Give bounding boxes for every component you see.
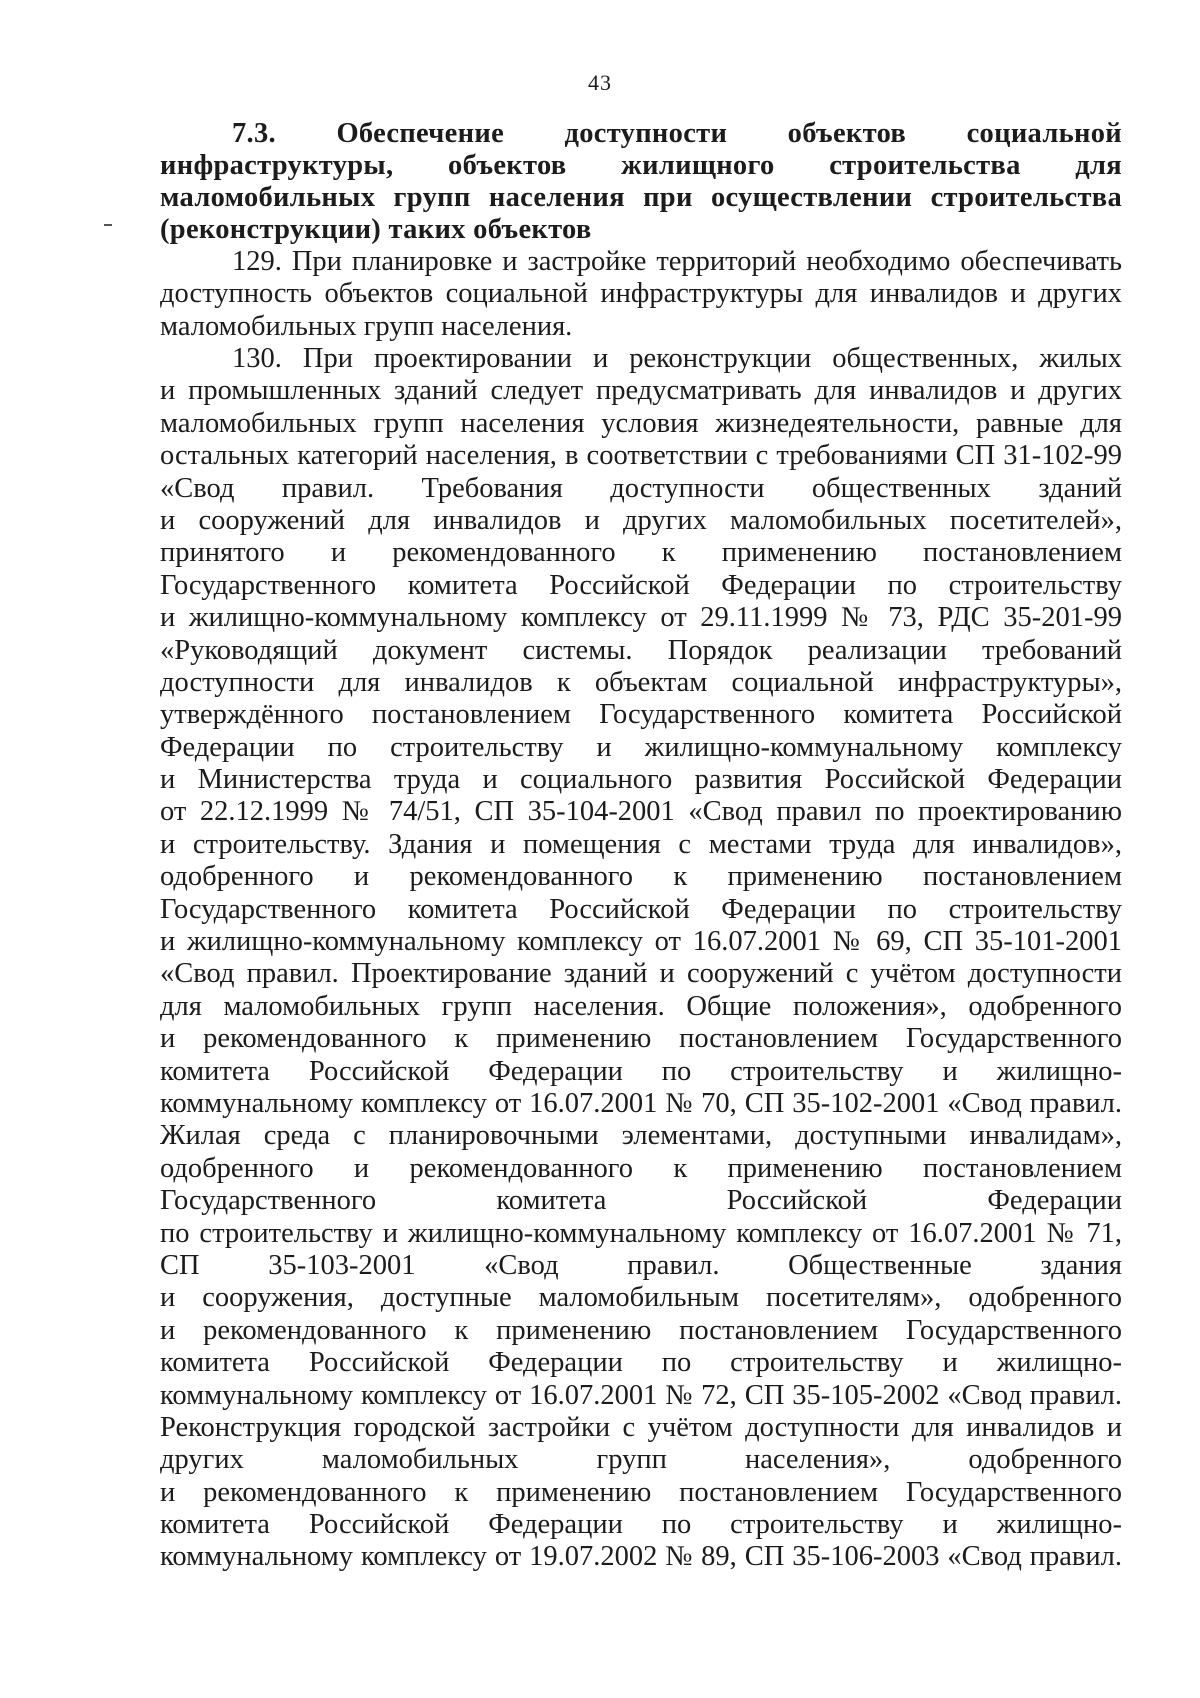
paragraph-line: и рекомендованного к применению постановлением Государственного [160,1314,1122,1346]
heading-line: (реконструкции) таких объектов [160,214,592,245]
paragraph-line: маломобильных групп населения условия жизнедеятельности, равные для [160,407,1122,439]
paragraph-line: и Министерства труда и социального развития Российской Федерации [160,764,1122,796]
paragraph-line: остальных категорий населения, в соответствии с требованиями СП 31-102-99 [160,440,1122,472]
paragraph-line: других маломобильных групп населения», одобренного [160,1444,1122,1476]
paragraph-line: от 22.12.1999 № 74/51, СП 35-104-2001 «Свод правил по проектированию [160,796,1122,828]
paragraph-line: Федерации по строительству и жилищно-коммунальному комплексу [160,731,1122,763]
paragraph-130 [160,343,1122,1574]
paragraph-line: и сооружения, доступные маломобильным посетителям», одобренного [160,1282,1122,1314]
page-number: 43 [588,70,612,95]
paragraph-line: комитета Российской Федерации по строительству и жилищно- [160,1509,1122,1541]
paragraph-line: Реконструкция городской застройки с учётом доступности для инвалидов и [160,1411,1122,1443]
paragraph-line: по строительству и жилищно-коммунальному комплексу от 16.07.2001 № 71, [160,1217,1122,1249]
paragraph-line: коммунальному комплексу от 19.07.2002 № 89, СП 35-106-2003 «Свод правил. [160,1541,1122,1573]
paragraph-line: Государственного комитета Российской Федерации по строительству [160,569,1122,601]
paragraph-line: «Руководящий документ системы. Порядок реализации требований [160,634,1122,666]
paragraph-line: Жилая среда с планировочными элементами, доступными инвалидам», [160,1120,1122,1152]
heading-line: инфраструктуры, объектов жилищного строительства для [160,150,1122,181]
paragraph-line: доступность объектов социальной инфраструктуры для инвалидов и других [160,278,1122,310]
paragraph-line: коммунальному комплексу от 16.07.2001 № 70, СП 35-102-2001 «Свод правил. [160,1087,1122,1119]
paragraph-line: одобренного и рекомендованного к применению постановлением [160,1152,1122,1184]
paragraph-line: 129. При планировке и застройке территорий необходимо обеспечивать [232,246,1122,277]
paragraph-line: и жилищно-коммунальному комплексу от 16.07.2001 № 69, СП 35-101-2001 [160,926,1122,958]
paragraph-line: маломобильных групп населения. [160,310,573,342]
heading-line: маломобильных групп населения при осуществлении строительства [160,182,1122,213]
paragraph-line: 130. При проектировании и реконструкции общественных, жилых [232,343,1122,374]
paragraph-line: и рекомендованного к применению постановлением Государственного [160,1476,1122,1508]
paragraph-line: утверждённого постановлением Государственного комитета Российской [160,699,1122,731]
paragraph-line: принятого и рекомендованного к применению постановлением [160,537,1122,569]
paragraph-line: доступности для инвалидов к объектам социальной инфраструктуры», [160,666,1122,698]
paragraph-line: Государственного комитета Российской Федерации по строительству [160,893,1122,925]
paragraph-line: и сооружений для инвалидов и других маломобильных посетителей», [160,504,1122,536]
margin-mark [104,224,112,226]
paragraph-line: одобренного и рекомендованного к применению постановлением [160,861,1122,893]
paragraph-line: «Свод правил. Требования доступности общественных зданий [160,472,1122,504]
heading-line: 7.3. Обеспечение доступности объектов социальной [232,118,1122,149]
paragraph-line: «Свод правил. Проектирование зданий и сооружений с учётом доступности [160,958,1122,990]
paragraph-line: комитета Российской Федерации по строительству и жилищно- [160,1055,1122,1087]
paragraph-line: для маломобильных групп населения. Общие положения», одобренного [160,990,1122,1022]
paragraph-line: Государственного комитета Российской Федерации [160,1185,1122,1217]
paragraph-line: и рекомендованного к применению постановлением Государственного [160,1023,1122,1055]
section-heading [160,118,1122,246]
paragraph-line: коммунальному комплексу от 16.07.2001 № 72, СП 35-105-2002 «Свод правил. [160,1379,1122,1411]
paragraph-129 [160,246,1122,343]
paragraph-line: и строительству. Здания и помещения с местами труда для инвалидов», [160,828,1122,860]
paragraph-line: и жилищно-коммунальному комплексу от 29.11.1999 № 73, РДС 35-201-99 [160,602,1122,634]
paragraph-line: СП 35-103-2001 «Свод правил. Общественные здания [160,1249,1122,1281]
paragraph-line: и промышленных зданий следует предусматривать для инвалидов и других [160,375,1122,407]
paragraph-line: комитета Российской Федерации по строительству и жилищно- [160,1347,1122,1379]
